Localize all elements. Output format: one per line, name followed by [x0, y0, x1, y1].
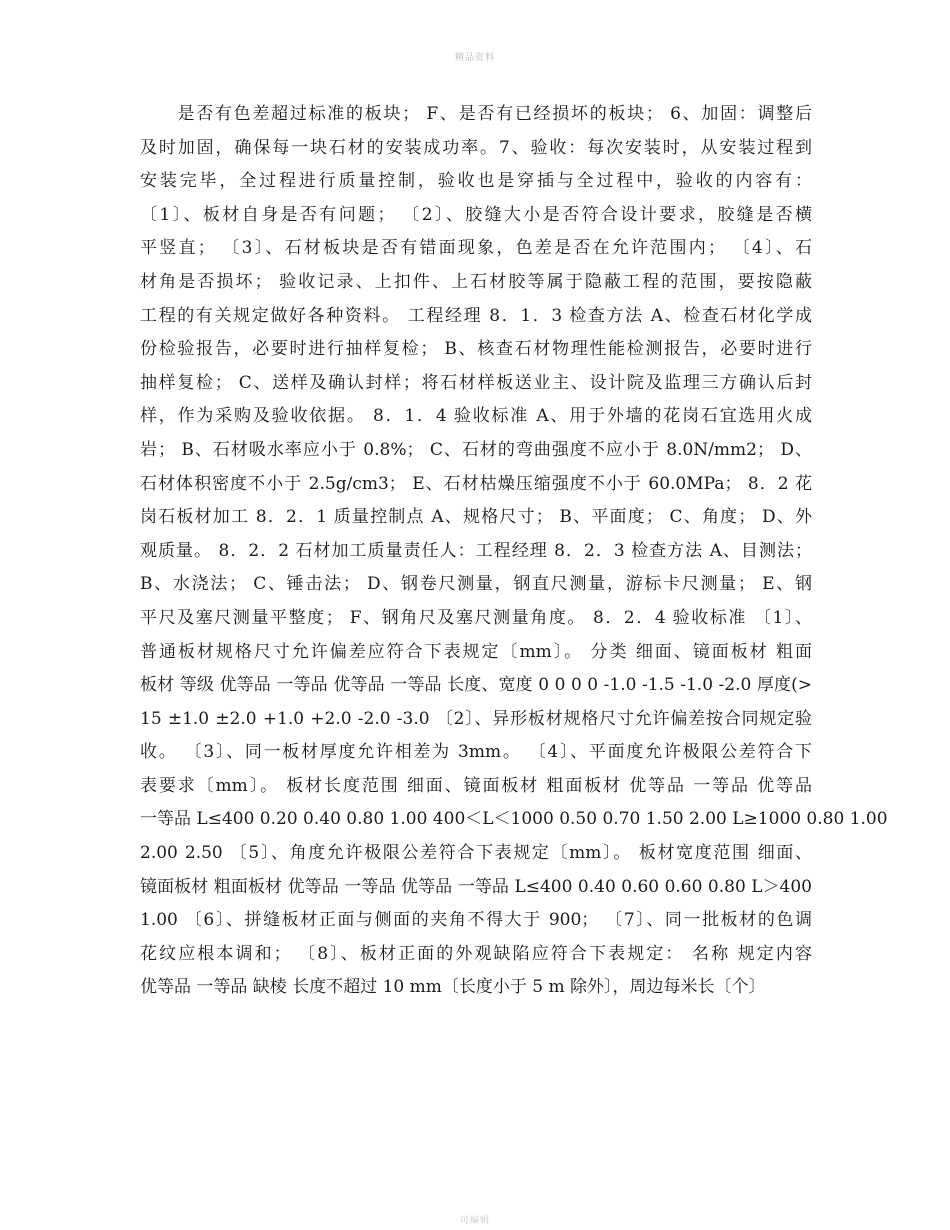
page-footer: 可编辑 — [459, 1216, 490, 1226]
body-line: 15 ±1.0 ±2.0 +1.0 +2.0 -2.0 -3.0 〔2〕、异形板材规格尺寸允许偏差按合同规定验 — [140, 708, 812, 729]
body-line: 花纹应根本调和； 〔8〕、板材正面的外观缺陷应符合下表规定： 名称 规定内容 — [140, 943, 812, 964]
body-line: 〔1〕、板材自身是否有问题； 〔2〕、胶缝大小是否符合设计要求，胶缝是否横 — [140, 204, 812, 225]
body-line: 表要求〔mm〕。 板材长度范围 细面、镜面板材 粗面板材 优等品 一等品 优等品 — [140, 775, 812, 796]
body-line: 石材体积密度不小于 2.5g/cm3； E、石材枯燥压缩强度不小于 60.0MPa； 8．2 花 — [140, 473, 812, 494]
body-line: 板材 等级 优等品 一等品 优等品 一等品 长度、宽度 0 0 0 0 -1.0 -1.5 -1.0 -2.0 厚度(> — [140, 675, 812, 696]
body-line: 镜面板材 粗面板材 优等品 一等品 优等品 一等品 L≤400 0.40 0.60 0.60 0.80 L＞400 — [140, 876, 812, 897]
body-line: 安装完毕，全过程进行质量控制，验收也是穿插与全过程中，验收的内容有： — [140, 171, 812, 192]
body-line: 工程的有关规定做好各种资料。 工程经理 8．1．3 检查方法 A、检查石材化学成 — [140, 305, 812, 326]
body-line: 2.00 2.50 〔5〕、角度允许极限公差符合下表规定〔mm〕。 板材宽度范围 细面、 — [140, 843, 812, 864]
body-line: 优等品 一等品 缺棱 长度不超过 10 mm〔长度小于 5 m 除外〕，周边每米长〔个〕 — [140, 977, 766, 998]
body-line: 抽样复检； C、送样及确认封样；将石材样板送业主、设计院及监理三方确认后封 — [140, 372, 812, 393]
body-line: 普通板材规格尺寸允许偏差应符合下表规定〔mm〕。 分类 细面、镜面板材 粗面 — [140, 641, 812, 662]
body-line: 份检验报告，必要时进行抽样复检； B、核查石材物理性能检测报告，必要时进行 — [140, 339, 812, 360]
body-line: 1.00 〔6〕、拼缝板材正面与侧面的夹角不得大于 900； 〔7〕、同一批板材的色调 — [140, 910, 812, 931]
body-line: 岩； B、石材吸水率应小于 0.8%； C、石材的弯曲强度不应小于 8.0N/mm2； D、 — [140, 439, 812, 460]
page-header: 精品资料 — [454, 53, 495, 63]
body-line: 一等品 L≤400 0.20 0.40 0.80 1.00 400＜L＜1000 0.50 0.70 1.50 2.00 L≥1000 0.80 1.00 — [140, 809, 888, 830]
body-line: 是否有色差超过标准的板块； F、是否有已经损坏的板块； 6、加固：调整后 — [140, 104, 812, 124]
body-line: 岗石板材加工 8．2．1 质量控制点 A、规格尺寸； B、平面度； C、角度； D、外 — [140, 507, 812, 528]
body-line: 样，作为采购及验收依据。 8．1．4 验收标准 A、用于外墙的花岗石宜选用火成 — [140, 406, 812, 427]
body-line: 观质量。 8．2．2 石材加工质量责任人：工程经理 8．2．3 检查方法 A、目测法； — [140, 540, 812, 561]
body-line: 及时加固，确保每一块石材的安装成功率。7、验收：每次安装时，从安装过程到 — [140, 137, 812, 158]
body-line: 平竖直； 〔3〕、石材板块是否有错面现象，色差是否在允许范围内； 〔4〕、石 — [140, 238, 812, 259]
body-line: 材角是否损坏； 验收记录、上扣件、上石材胶等属于隐蔽工程的范围，要按隐蔽 — [140, 271, 812, 292]
body-line: 收。 〔3〕、同一板材厚度允许相差为 3mm。 〔4〕、平面度允许极限公差符合下 — [140, 742, 812, 763]
body-line: 平尺及塞尺测量平整度； F、钢角尺及塞尺测量角度。 8．2．4 验收标准 〔1〕、 — [140, 607, 812, 628]
body-line: B、水浇法； C、锤击法； D、钢卷尺测量，钢直尺测量，游标卡尺测量； E、钢 — [140, 574, 812, 595]
document-body — [140, 98, 888, 1005]
